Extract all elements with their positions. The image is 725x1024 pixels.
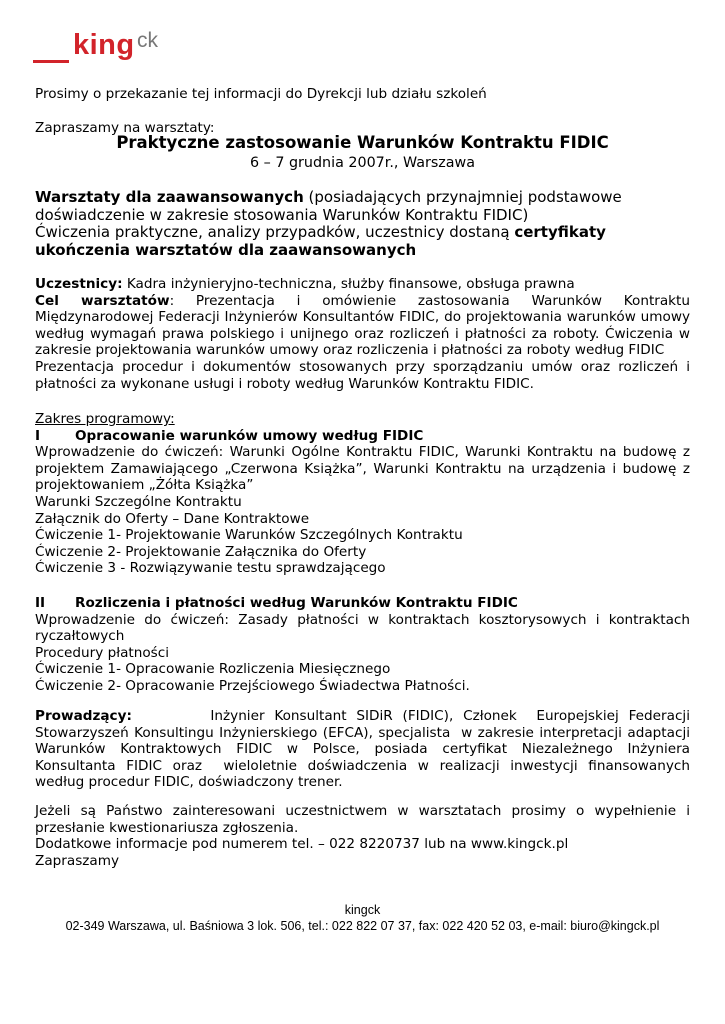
section-1-line: Ćwiczenie 1- Projektowanie Warunków Szczególnych Kontraktu [35, 527, 463, 544]
participants-label: Uczestnicy: [35, 276, 123, 292]
closing-paragraph: Jeżeli są Państwo zainteresowani uczestnictwem w warsztatach prosimy o wypełnienie i przesłanie kwestionariusza zgłoszenia. [35, 803, 690, 836]
section-1-number: I [35, 427, 41, 444]
trainer-text: Inżynier Konsultant SIDiR (FIDIC), Członek Europejskiej Federacji Stowarzyszeń Konsultingu Inżynierskiego (EFCA), specjalista w zakresie interpretacji adaptacji Warunków Kontraktowych FIDIC w Polsce, posiada certyfikat Niezależnego Inżyniera Konsultanta FIDIC oraz wieloletnie doświadczenia w realizacji inwestycji finansowanych według procedur FIDIC, doświadczony trener. [35, 708, 699, 791]
section-2-line: Ćwiczenie 1- Opracowanie Rozliczenia Miesięcznego [35, 661, 391, 678]
certificate-label: certyfikaty ukończenia warsztatów dla zaawansowanych [35, 223, 606, 259]
contact-line: Dodatkowe informacje pod numerem tel. – 022 8220737 lub na www.kingck.pl [35, 836, 569, 853]
closing-section [35, 803, 690, 869]
section-1-line: Załącznik do Oferty – Dane Kontraktowe [35, 510, 310, 527]
intro-text: Prosimy o przekazanie tej informacji do Dyrekcji lub działu szkoleń [35, 86, 487, 102]
date-place: 6 – 7 grudnia 2007r., Warszawa [249, 155, 475, 171]
section-2-line: Ćwiczenie 2- Opracowanie Przejściowego Świadectwa Płatności. [35, 677, 470, 694]
goal-paragraph-2: Prezentacja procedur i dokumentów stosowanych przy sporządzaniu umów oraz rozliczeń i płatności za wykonane usługi i roboty według Warunków Kontraktu FIDIC. [35, 358, 690, 392]
section-2 [35, 595, 690, 695]
section-2-title: Rozliczenia i płatności według Warunków Kontraktu FIDIC [75, 595, 518, 611]
section-1-line: Ćwiczenie 3 - Rozwiązywanie testu sprawdzającego [35, 560, 386, 577]
workshop-title: Praktyczne zastosowanie Warunków Kontraktu FIDIC [116, 133, 609, 152]
trainer-label: Prowadzący: [35, 708, 132, 724]
section-2-line: Procedury płatności [35, 644, 170, 661]
goal-label: Cel warsztatów [35, 292, 170, 309]
logo-superscript: ck [137, 29, 158, 52]
advanced-info [35, 189, 690, 259]
section-1-line: Warunki Szczególne Kontraktu [35, 493, 242, 510]
participants-line [35, 276, 690, 293]
certificate-text: Ćwiczenia praktyczne, analizy przypadków, uczestnicy dostaną [35, 223, 515, 241]
goal-paragraph [35, 293, 690, 359]
section-1-line: Ćwiczenie 2- Projektowanie Załącznika do Oferty [35, 543, 367, 560]
closing-greeting: Zapraszamy [35, 852, 120, 869]
participants-goal [35, 276, 690, 392]
program-section [35, 411, 690, 577]
trainer-paragraph [35, 708, 699, 791]
logo-underline [33, 60, 69, 63]
trainer-info [35, 708, 699, 791]
advanced-text: (posiadających przynajmniej podstawowe doświadczenie w zakresie stosowania Warunków Kontraktu FIDIC) [35, 188, 622, 224]
program-heading: Zakres programowy: [35, 411, 175, 427]
certificate-paragraph [35, 224, 690, 259]
logo-text: king [73, 29, 135, 61]
section-2-heading [35, 595, 690, 612]
company-logo [33, 29, 173, 73]
section-1-title: Opracowanie warunków umowy według FIDIC [75, 427, 424, 444]
section-2-line: Wprowadzenie do ćwiczeń: Zasady płatności w kontraktach kosztorysowych i kontraktach ryczałtowych [35, 611, 690, 645]
footer-address: 02-349 Warszawa, ul. Baśniowa 3 lok. 506, tel.: 022 822 07 37, fax: 022 420 52 03, e-mail: biuro@kingck.pl [65, 919, 660, 933]
advanced-paragraph [35, 189, 690, 224]
section-1-heading [35, 428, 690, 445]
advanced-label: Warsztaty dla zaawansowanych [35, 188, 304, 206]
invite-text: Zapraszamy na warsztaty: [35, 120, 215, 136]
footer-company: kingck [344, 903, 381, 917]
section-1-line: Wprowadzenie do ćwiczeń: Warunki Ogólne Kontraktu FIDIC, Warunki Kontraktu na budowę z projektem Zamawiającego „Czerwona Książka”, Warunki Kontraktu na urządzenia i budowę z projektowaniem „Żółta Książka” [35, 444, 690, 494]
goal-text: : Prezentacja i omówienie zastosowania Warunków Kontraktu Międzynarodowej Federacji Inżynierów Konsultantów FIDIC, do projektowania warunków umowy według wymagań prawa polskiego i unijnego oraz rozliczeń i płatności za roboty. Ćwiczenia w zakresie projektowania warunków umowy oraz rozliczenia i płatności za roboty według FIDIC [35, 292, 691, 359]
participants-text: Kadra inżynieryjno-techniczna, służby finansowe, obsługa prawna [122, 276, 575, 292]
section-2-number: II [35, 595, 46, 611]
